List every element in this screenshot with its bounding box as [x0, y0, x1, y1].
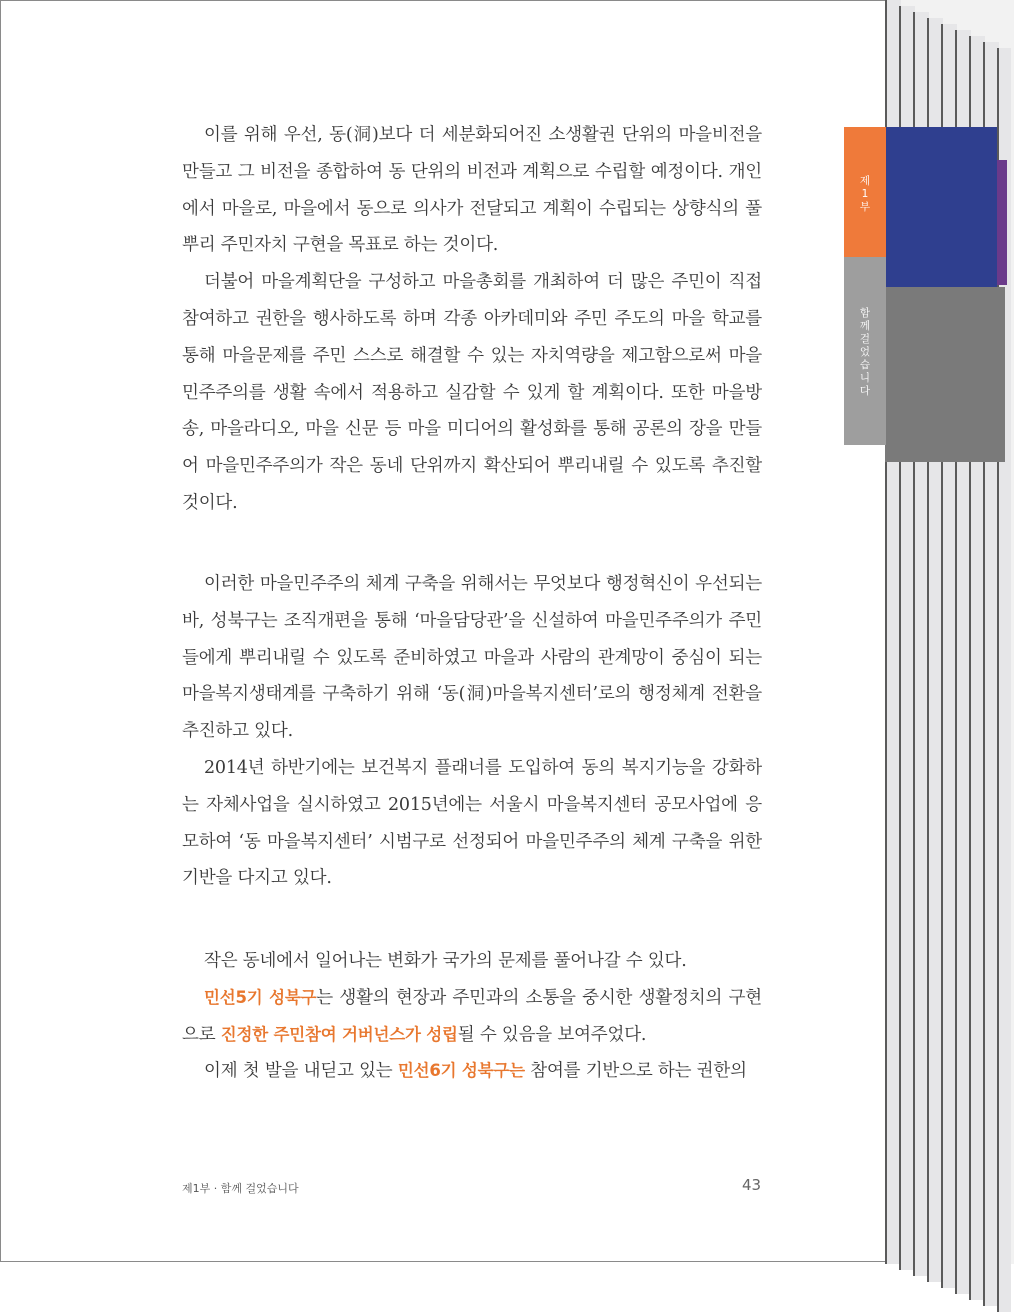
page-number: 43	[742, 1176, 762, 1194]
paragraph: 2014년 하반기에는 보건복지 플래너를 도입하여 동의 복지기능을 강화하는 자체사업을 실시하였고 2015년에는 서울시 마을복지센터 공모사업에 응모하여 ‘동 마을복지센터’ 시범구로 선정되어 마을민주주의 체계 구축을 위한 기반을 다지고 있다.	[182, 757, 762, 889]
chapter-tab-part1-label: 제1부	[859, 175, 871, 213]
body-text-block-1	[182, 117, 762, 522]
paragraph	[182, 1053, 762, 1090]
paragraph-text: 참여를 기반으로 하는 권한의	[524, 1061, 747, 1082]
paragraph-text: 이제 첫 발을 내딛고 있는	[204, 1061, 398, 1082]
running-footer-title: 제1부 · 함께 걸었습니다	[182, 1182, 299, 1195]
highlight-text: 민선5기 성북구	[204, 987, 317, 1007]
highlight-text: 민선6기 성북구는	[397, 1061, 525, 1081]
body-text-block-3	[182, 943, 762, 1090]
chapter-tab-section-label: 함께 걸었습니다	[859, 307, 871, 397]
paragraph: 이를 위해 우선, 동(洞)보다 더 세분화되어진 소생활권 단위의 마을비전을 만들고 그 비전을 종합하여 동 단위의 비전과 계획으로 수립할 예정이다. 개인에서 마을로, 마을에서 동으로 의사가 전달되고 계획이 수립되는 상향식의 풀뿌리 주민자치 구현을 목표로 하는 것이다.	[182, 125, 762, 256]
chapter-tab-part1[interactable]	[844, 127, 886, 257]
body-text-block-2	[182, 566, 762, 897]
paragraph-text: 는 생활의 현장과 주민과의 소통을 중시한 생활정치의 구현으로	[182, 987, 762, 1045]
book-edge-stack	[885, 0, 1014, 1264]
paragraph: 작은 동네에서 일어나는 변화가 국가의 문제를 풀어나갈 수 있다.	[204, 951, 687, 971]
paragraph-text: 될 수 있음을 보여주었다.	[457, 1024, 647, 1045]
paragraph	[182, 980, 762, 1054]
chapter-tab-section[interactable]	[844, 257, 886, 445]
paragraph: 더불어 마을계획단을 구성하고 마을총회를 개최하여 더 많은 주민이 직접 참여하고 권한을 행사하도록 하며 각종 아카데미와 주민 주도의 마을 학교를 통해 마을문제를 주민 스스로 해결할 수 있는 자치역량을 제고함으로써 마을민주주의를 생활 속에서 적용하고 실감할 수 있게 할 계획이다. 또한 마을방송, 마을라디오, 마을 신문 등 마을 미디어의 활성화를 통해 공론의 장을 만들어 마을민주주의가 작은 동네 단위까지 확산되어 뿌리내릴 수 있도록 추진할 것이다.	[182, 272, 762, 513]
paragraph: 이러한 마을민주주의 체계 구축을 위해서는 무엇보다 행정혁신이 우선되는 바, 성북구는 조직개편을 통해 ‘마을담당관’을 신설하여 마을민주주의가 주민들에게 뿌리내릴 수 있도록 준비하였고 마을과 사람의 관계망이 중심이 되는 마을복지생태계를 구축하기 위해 ‘동(洞)마을복지센터’로의 행정체계 전환을 추진하고 있다.	[182, 574, 762, 742]
highlight-text: 진정한 주민참여 거버넌스가 성립	[220, 1024, 458, 1044]
